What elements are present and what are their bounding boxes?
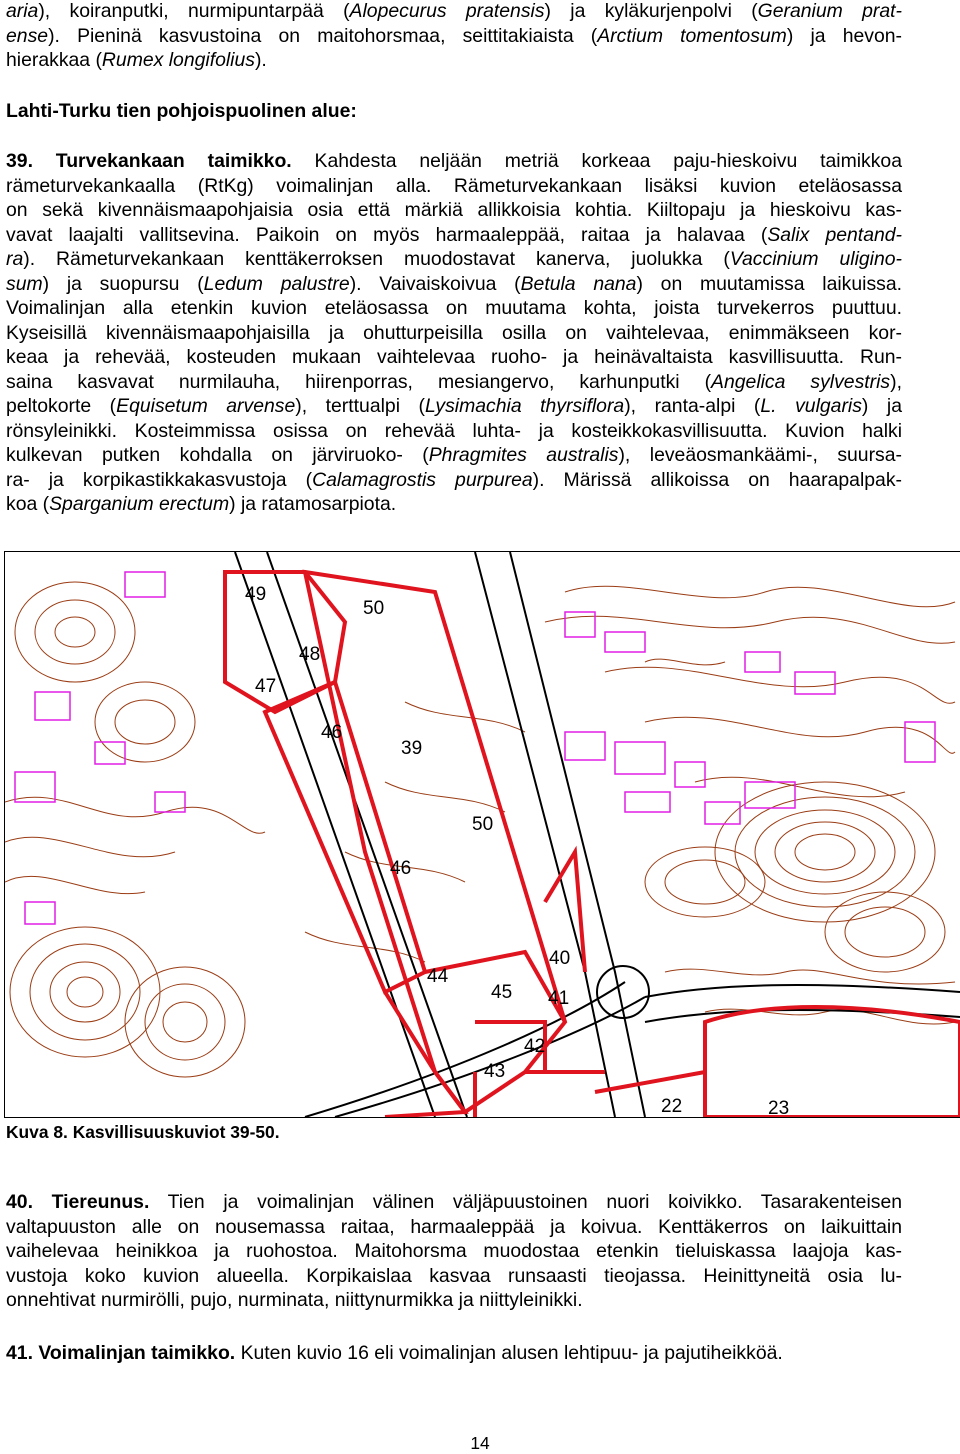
map-label-44: 44 [427, 966, 449, 987]
page-number: 14 [470, 1433, 490, 1453]
vegetation-map [4, 551, 960, 1118]
intro-paragraph: aria), koiranputki, nurmipuntarpää (Alopecurus pratensis) ja kyläkurjenpolvi (Geranium prat- ense). Pieninä kasvustoina on maitohorsmaa, seittitakiaista (Arctium tomentosum) ja hevon- hierakkaa (Rumex longifolius). [6, 0, 902, 71]
map-label-39: 39 [401, 738, 423, 759]
map-label-43: 43 [484, 1061, 506, 1082]
item-40-paragraph: 40. Tiereunus. Tien ja voimalinjan välinen väljäpuustoinen nuori koivikko. Tasarakenteisen valtapuuston alle on nousemassa raitaa, harmaaleppää ja koivua. Kenttäkerros on laikuittain vaihelevaa heinikkoa ja ruohostoa. Maitohorsma muodostaa etenkin tieluiskassa laajoja kas- vustoja koko kuvion alueella. Korpikaislaa kasvaa runsaasti tieojassa. Heinittyneitä osia lu- onnehtivat nurmirölli, pujo, nurminata, niittynurmikka ja niittyleinikki. [6, 1191, 903, 1311]
item-40-title: 40. Tiereunus. [6, 1191, 150, 1213]
item-39-title: 39. Turvekankaan taimikko. [6, 150, 292, 172]
map-label-48: 48 [299, 644, 321, 665]
map-label-41: 41 [548, 988, 570, 1009]
section-heading: Lahti-Turku tien pohjoispuolinen alue: [6, 100, 357, 122]
item-41-title: 41. Voimalinjan taimikko. [6, 1342, 236, 1364]
vegetation-boundaries [225, 572, 960, 1117]
item-41-paragraph: 41. Voimalinjan taimikko. Kuten kuvio 16 eli voimalinjan alusen lehtipuu- ja pajutiheikköä. [6, 1342, 783, 1364]
map-label-22: 22 [661, 1096, 683, 1117]
map-label-42: 42 [524, 1036, 546, 1057]
building-outlines [15, 572, 935, 924]
map-label-46b: 46 [390, 858, 412, 879]
map-label-49: 49 [245, 584, 267, 605]
map-label-40: 40 [549, 948, 571, 969]
map-label-45: 45 [491, 982, 513, 1003]
map-drawing [5, 552, 960, 1117]
figure-caption: Kuva 8. Kasvillisuuskuviot 39-50. [6, 1122, 280, 1142]
map-label-50b: 50 [472, 814, 494, 835]
item-39-paragraph: 39. Turvekankaan taimikko. Kahdesta neljään metriä korkeaa paju-hieskoivu taimikkoa rämeturvekankaalla (RtKg) voimalinjan alla. Rämeturvekankaan lisäksi kuvion eteläosassa on sekä kivennäismaapohjaisia osia että märkiä allikkoisia kohtia. Kiiltopaju ja hieskoivu kas- vavat laajalti vallitsevina. Paikoin on myös harmaaleppää, raitaa ja halavaa (Salix pentand- ra). Rämeturvekankaan kenttäkerroksen muodostavat kanerva, juolukka (Vaccinium uligino- sum) ja suopursu (Ledum palustre). Vaivaiskoivua (Betula nana) on muutamissa laikuissa. Voimalinjan alla etenkin kuvion eteläosassa on muutama kohta, joista turvekerros puuttuu. Kyseisillä kivennäismaapohjaisilla ja ohutturpeisilla osilla on vaihtelevaa, enimmäkseen kor- keaa ja rehevää, kosteuden mukaan vaihtelevaa ruoho- ja heinävaltaista kasvillisuutta. Run- saina kasvavat nurmilauha, hiirenporras, mesiangervo, karhunputki (Angelica sylvestris), peltokorte (Equisetum arvense), terttualpi (Lysimachia thyrsiflora), ranta-alpi (L. vulgaris) ja rönsyleinikki. Kosteimmissa osissa on rehevää luhta- ja kosteikkokasvillisuutta. Kuvion halki kulkevan putken kohdalla on järviruoko- (Phragmites australis), leveäosmankäämi-, suursa- ra- ja korpikastikkakasvustoja (Calamagrostis purpurea). Märissä allikoissa on haarapalpak- koa (Sparganium erectum) ja ratamosarpiota. [6, 150, 903, 515]
map-label-47: 47 [255, 676, 277, 697]
map-label-50: 50 [363, 598, 385, 619]
map-label-23: 23 [768, 1098, 790, 1117]
map-label-46: 46 [321, 722, 343, 743]
